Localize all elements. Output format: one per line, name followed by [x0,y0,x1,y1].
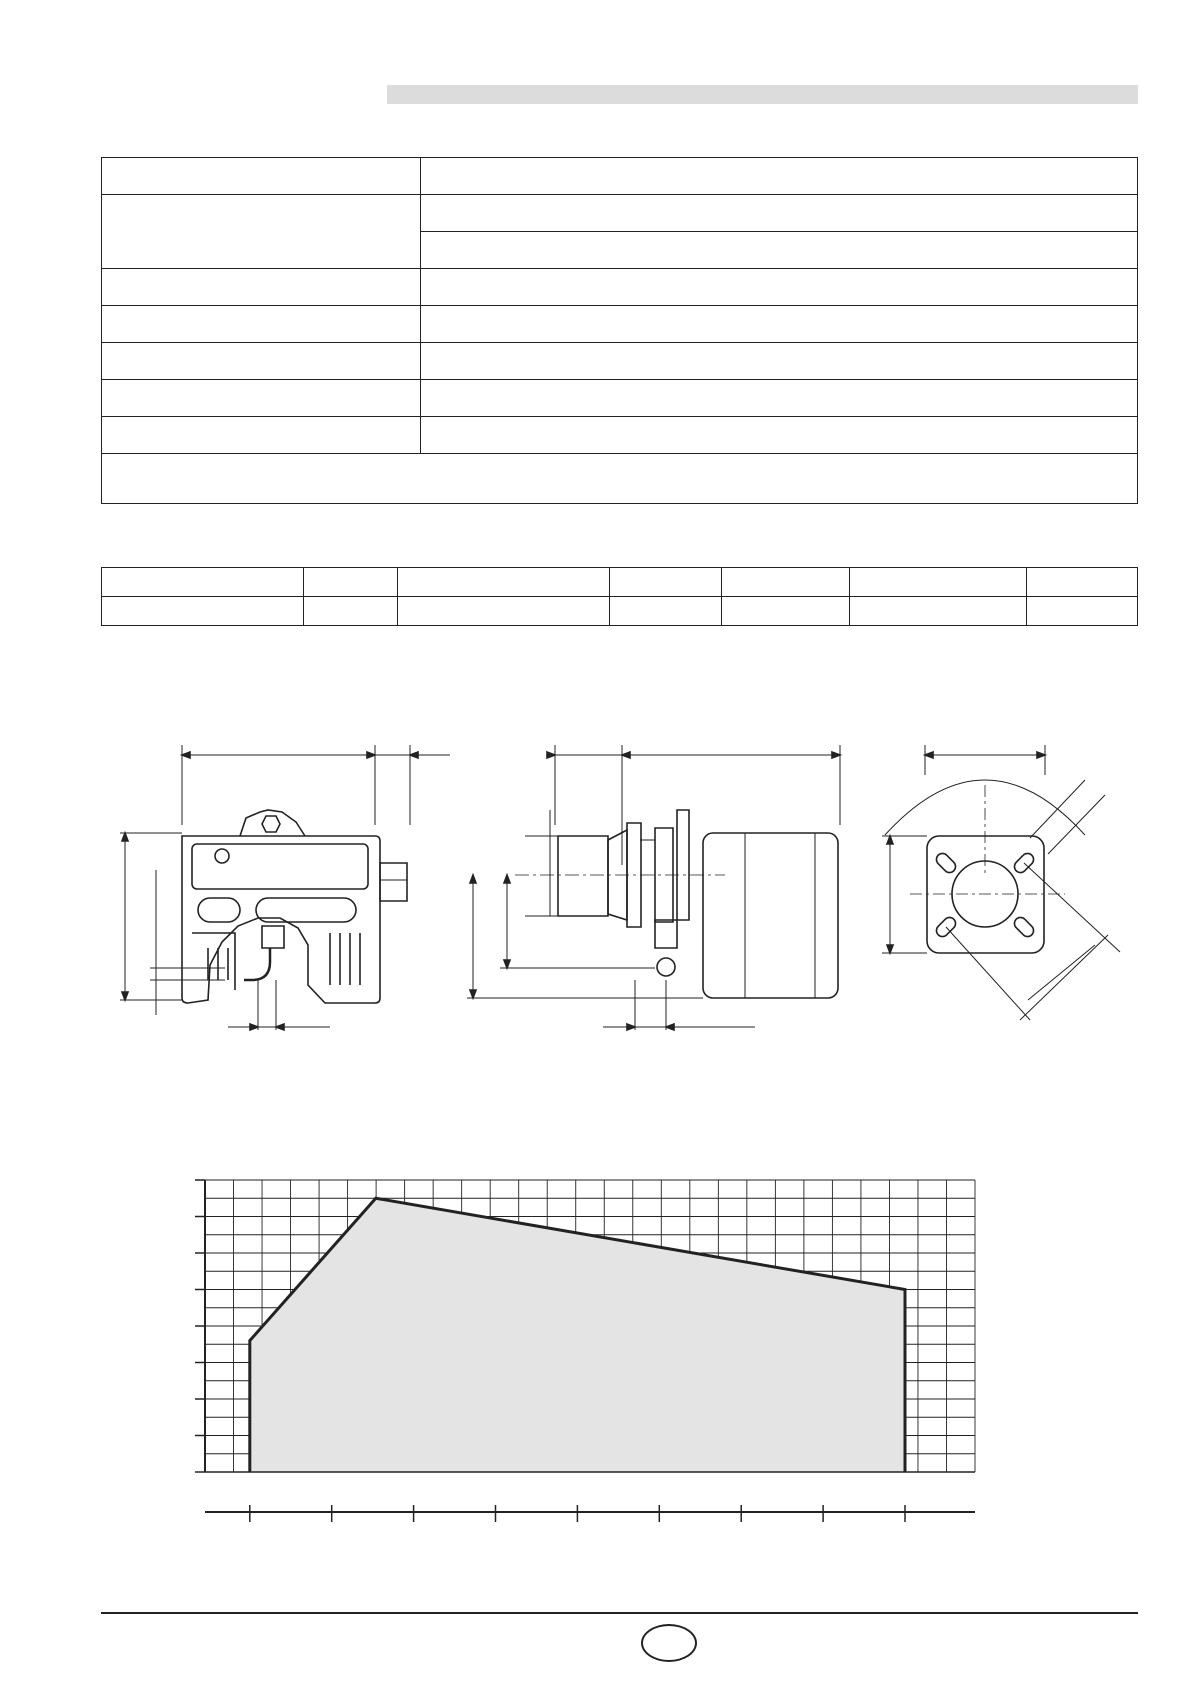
mounting-flange-drawing [870,730,1130,1090]
technical-data-table [101,157,1138,504]
table-row [102,597,1138,626]
spec-value [421,195,1138,232]
spec-value [421,380,1138,417]
dim-value [303,597,397,626]
table-row [102,380,1138,417]
table-row [102,343,1138,380]
dim-value [722,597,850,626]
language-badge [641,1624,697,1662]
firing-rate-chart [200,1180,980,1540]
spec-value [421,343,1138,380]
spec-label [102,195,421,269]
spec-value [421,158,1138,195]
section-header-bar [387,85,1138,104]
dimensions-table [101,567,1138,626]
spec-label [102,269,421,306]
firing-range-area [250,1198,905,1472]
spec-label [102,343,421,380]
chart-y-ticks [195,1180,205,1472]
spec-value [421,417,1138,454]
spec-label [102,417,421,454]
dim-header [303,568,397,597]
dim-value [1027,597,1138,626]
spec-note [102,454,1138,504]
dim-header [850,568,1027,597]
spec-value [421,306,1138,343]
dim-header [722,568,850,597]
dim-value [397,597,610,626]
table-row [102,269,1138,306]
dim-value [610,597,722,626]
table-row [102,454,1138,504]
table-row [102,195,1138,232]
burner-side-view-drawing [455,730,855,1050]
chart-x-ticks [250,1505,905,1522]
table-row [102,306,1138,343]
table-row [102,158,1138,195]
spec-value [421,269,1138,306]
spec-value [421,232,1138,269]
dim-header [102,568,304,597]
footer-rule [101,1612,1138,1614]
spec-label [102,380,421,417]
table-row [102,568,1138,597]
spec-label [102,158,421,195]
dim-value [850,597,1027,626]
table-row [102,417,1138,454]
dim-header [610,568,722,597]
dim-header [397,568,610,597]
burner-front-view-drawing [110,730,450,1050]
spec-label [102,306,421,343]
dim-value [102,597,304,626]
dim-header [1027,568,1138,597]
